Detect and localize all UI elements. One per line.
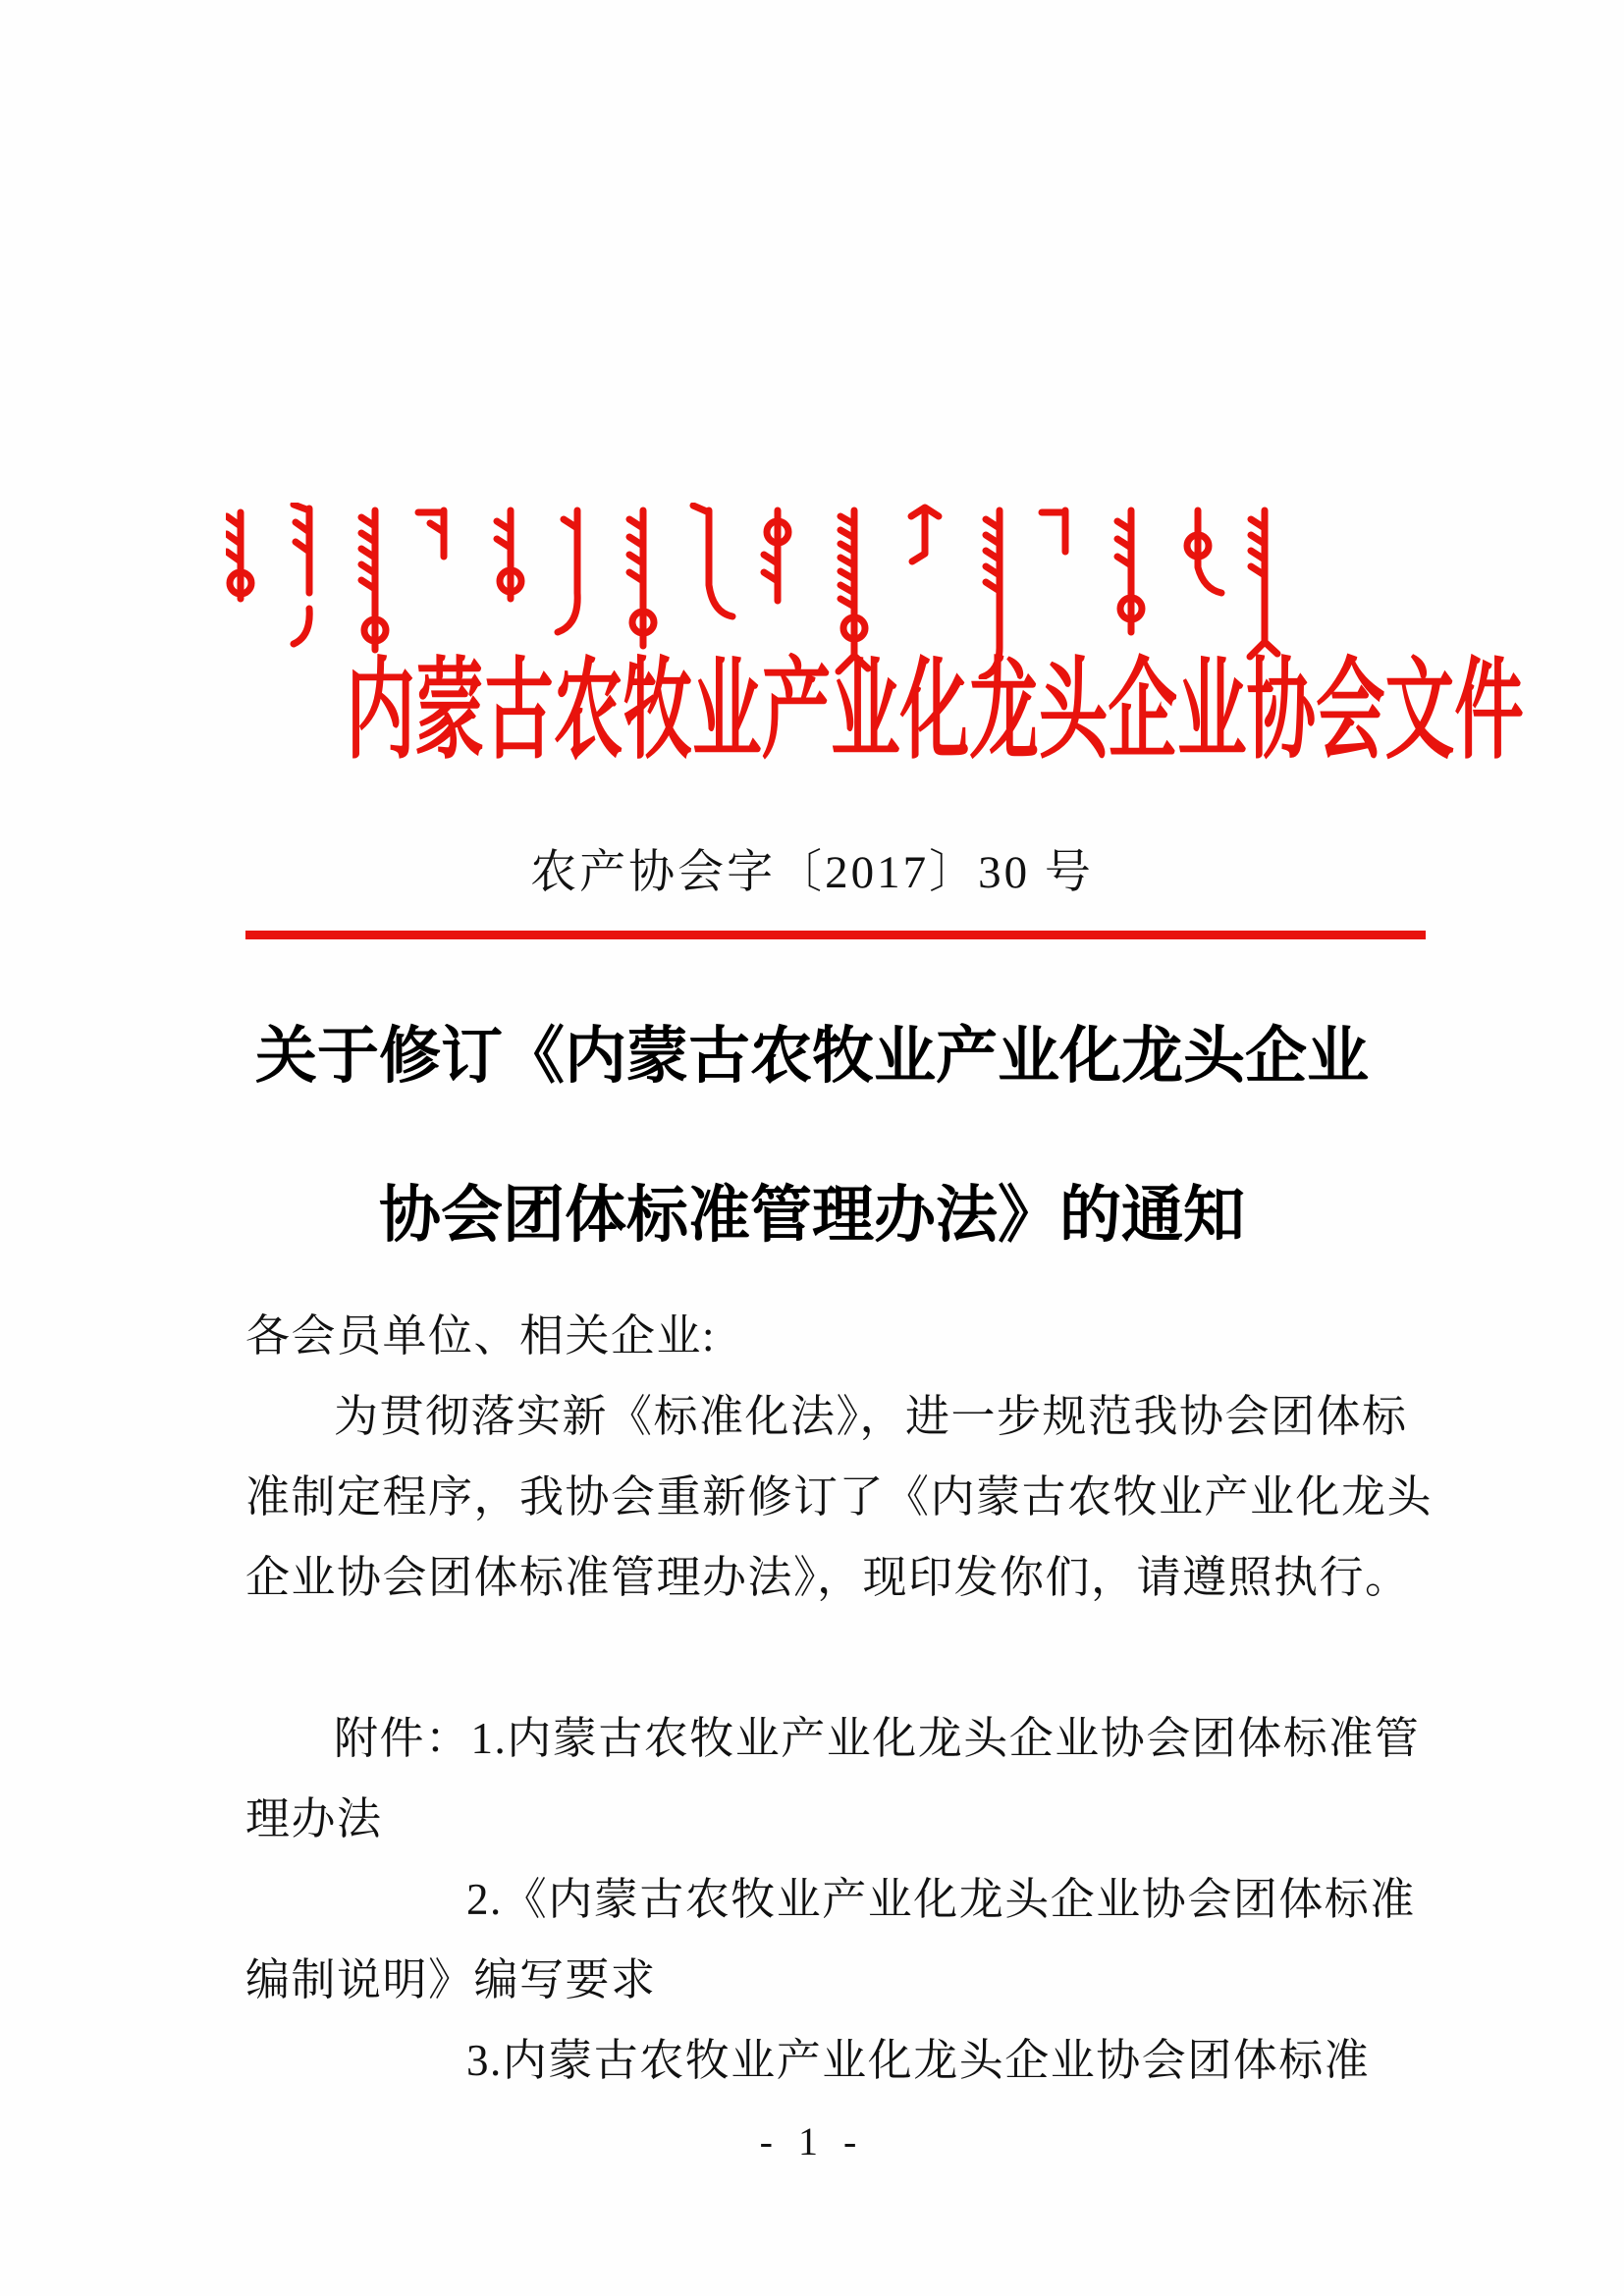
blank-line <box>245 1618 1439 1698</box>
attachment-line: 附件：1.内蒙古农牧业产业化龙头企业协会团体标准管 <box>334 1714 1421 1763</box>
body-text <box>245 1296 1439 2101</box>
notice-title-line1: 关于修订《内蒙古农牧业产业化龙头企业 <box>255 1022 1369 1091</box>
paragraph-line: 准制定程序，我协会重新修订了《内蒙古农牧业产业化龙头 <box>245 1472 1434 1522</box>
notice-title <box>0 1021 1624 1252</box>
attachment-line: 3.内蒙古农牧业产业化龙头企业协会团体标准 <box>466 2036 1371 2085</box>
page-number: - 1 - <box>759 2119 865 2163</box>
doc-number: 农产协会字〔2017〕30 号 <box>530 847 1094 898</box>
org-title-text: 内蒙古农牧业产业化龙头企业协会文件 <box>346 651 1524 773</box>
paragraph-line: 企业协会团体标准管理办法》，现印发你们，请遵照执行。 <box>245 1553 1411 1602</box>
attachment-line: 理办法 <box>245 1794 383 1843</box>
salutation-line: 各会员单位、相关企业: <box>245 1311 717 1361</box>
notice-title-line2: 协会团体标准管理办法》的通知 <box>379 1181 1245 1251</box>
attachment-line: 2.《内蒙古农牧业产业化龙头企业协会团体标准 <box>466 1875 1416 1924</box>
red-divider-line <box>245 931 1426 939</box>
org-title <box>0 651 1624 773</box>
attachment-line: 编制说明》编写要求 <box>245 1955 657 2004</box>
paragraph-line: 为贯彻落实新《标准化法》，进一步规范我协会团体标 <box>334 1392 1408 1441</box>
